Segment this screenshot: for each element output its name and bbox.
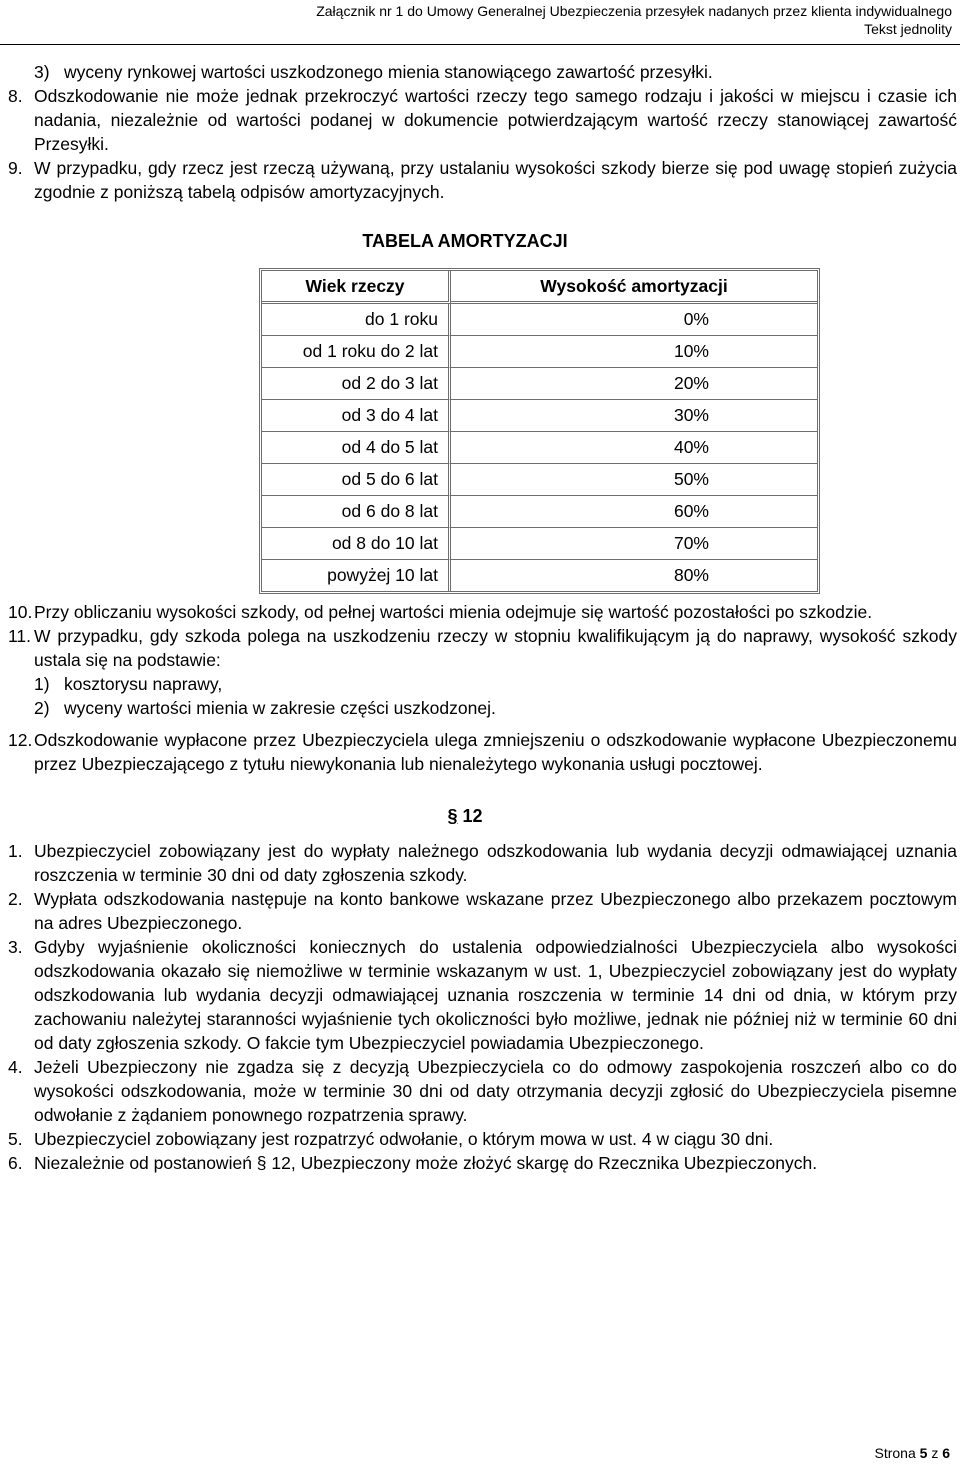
- section-item: [8, 1151, 957, 1175]
- paragraph-text: Odszkodowanie nie może jednak przekroczyć wartości rzeczy tego samego rodzaju i jakości w miejscu i czasie ich nadania, niezależnie od wartości podanej w dokumencie potwierdzającym wartość rzeczy stanowiącej zawartość Przesyłki.: [34, 86, 957, 154]
- cell-age: od 5 do 6 lat: [262, 464, 451, 496]
- section-item: [8, 1127, 957, 1151]
- header-divider: [0, 44, 960, 45]
- paragraph-9: [8, 156, 957, 204]
- document-body: [8, 60, 957, 1175]
- paragraph-text: Niezależnie od postanowień § 12, Ubezpieczony może złożyć skargę do Rzecznika Ubezpieczonych.: [34, 1153, 818, 1173]
- paragraph-8: [8, 84, 957, 156]
- header-subtitle: Tekst jednolity: [864, 21, 952, 37]
- cell-age: od 4 do 5 lat: [262, 432, 451, 464]
- subitem-number: 3): [34, 62, 50, 82]
- paragraph-text: Jeżeli Ubezpieczony nie zgadza się z decyzją Ubezpieczyciela co do odmowy zaspokojenia roszczeń albo co do wysokości odszkodowania, może w terminie 30 dni od daty otrzymania decyzji zgłosić do Ubezpieczyciela pisemne odwołanie z żądaniem ponownego rozpatrzenia sprawy.: [34, 1057, 957, 1125]
- table-row: [262, 432, 817, 464]
- cell-rate: 0%: [451, 304, 817, 336]
- column-header-rate: Wysokość amortyzacji: [451, 271, 817, 304]
- page-footer: [874, 1445, 950, 1461]
- paragraph-text: Przy obliczaniu wysokości szkody, od pełnej wartości mienia odejmuje się wartość pozostałości po szkodzie.: [34, 602, 873, 622]
- paragraph-text: Wypłata odszkodowania następuje na konto bankowe wskazane przez Ubezpieczonego albo przekazem pocztowym na adres Ubezpieczonego.: [34, 889, 957, 933]
- paragraph-12: [8, 728, 957, 776]
- cell-age: od 3 do 4 lat: [262, 400, 451, 432]
- paragraph-text: Ubezpieczyciel zobowiązany jest rozpatrzyć odwołanie, o którym mowa w ust. 4 w ciągu 30 dni.: [34, 1129, 774, 1149]
- subitem-text: kosztorysu naprawy,: [64, 674, 223, 694]
- paragraph-11: [8, 624, 957, 672]
- cell-rate: 50%: [451, 464, 817, 496]
- table-header-row: [262, 271, 817, 304]
- cell-rate: 80%: [673, 565, 709, 585]
- cell-rate: 30%: [451, 400, 817, 432]
- cell-age: powyżej 10 lat: [262, 560, 451, 591]
- header-title: Załącznik nr 1 do Umowy Generalnej Ubezpieczenia przesyłek nadanych przez klienta indywidualnego: [316, 3, 952, 19]
- paragraph-text: Ubezpieczyciel zobowiązany jest do wypłaty należnego odszkodowania lub wydania decyzji odmawiającej uznania roszczenia w terminie 30 dni od daty zgłoszenia szkody.: [34, 841, 957, 885]
- section-sign: §: [447, 806, 458, 826]
- cell-rate: 10%: [451, 336, 817, 368]
- paragraph-number: 10.: [8, 602, 33, 622]
- paragraph-text: Odszkodowanie wypłacone przez Ubezpieczyciela ulega zmniejszeniu o odszkodowanie wypłacone Ubezpieczonemu przez Ubezpieczającego z tytułu niewykonania lub nienależytego wykonania usługi pocztowej.: [34, 730, 957, 774]
- section-number: 12: [462, 806, 483, 826]
- table-row: [262, 560, 817, 591]
- list-item: [34, 696, 957, 720]
- paragraph-number: 1.: [8, 841, 23, 861]
- document-header: [316, 2, 952, 38]
- list-item: [34, 672, 957, 696]
- continued-subitem: [8, 60, 957, 84]
- paragraph-number: 11.: [8, 626, 32, 646]
- section-item: [8, 839, 957, 887]
- table-row: [262, 464, 817, 496]
- section-item: [8, 935, 957, 1055]
- section-item: [8, 1055, 957, 1127]
- cell-rate: 20%: [451, 368, 817, 400]
- paragraph-number: 5.: [8, 1129, 23, 1149]
- subitem-text: wyceny wartości mienia w zakresie części uszkodzonej.: [64, 698, 496, 718]
- paragraph-10: [8, 600, 957, 624]
- section-item: [8, 887, 957, 935]
- subitem-text: wyceny rynkowej wartości uszkodzonego mienia stanowiącego zawartość przesyłki.: [64, 62, 713, 82]
- cell-age: od 6 do 8 lat: [262, 496, 451, 528]
- paragraph-number: 2.: [8, 889, 23, 909]
- page-label: Strona: [874, 1445, 916, 1461]
- subitem-number: 1): [34, 674, 50, 694]
- paragraph-number: 6.: [8, 1153, 23, 1173]
- section-heading: [8, 806, 957, 827]
- cell-rate: 70%: [451, 528, 817, 560]
- page-number: 5: [919, 1445, 928, 1461]
- paragraph-11-sublist: [8, 672, 957, 720]
- amortization-table: [259, 268, 820, 594]
- paragraph-number: 9.: [8, 158, 23, 178]
- column-header-age: Wiek rzeczy: [262, 271, 451, 304]
- paragraph-number: 3.: [8, 937, 23, 957]
- paragraph-number: 4.: [8, 1057, 23, 1077]
- page-total: 6: [942, 1445, 950, 1461]
- cell-rate: 40%: [451, 432, 817, 464]
- paragraph-text: W przypadku, gdy rzecz jest rzeczą używaną, przy ustalaniu wysokości szkody bierze się pod uwagę stopień zużycia zgodnie z poniższą tabelą odpisów amortyzacyjnych.: [34, 158, 957, 202]
- table-row: [262, 400, 817, 432]
- table-row: [262, 368, 817, 400]
- paragraph-number: 12.: [8, 730, 33, 750]
- paragraph-text: Gdyby wyjaśnienie okoliczności koniecznych do ustalenia odpowiedzialności Ubezpieczyciela albo wysokości odszkodowania okazało się niemożliwe w terminie wskazanym w ust. 1, Ubezpieczyciel zobowiązany jest do wypłaty odszkodowania lub wydania decyzji odmawiającej uznania roszczenia w terminie 14 dni od dnia, w którym przy zachowaniu należytej staranności wyjaśnienie tych okoliczności było możliwe, jednak nie później niż w terminie 60 dni od daty zgłoszenia szkody. O fakcie tym Ubezpieczyciel powiadamia Ubezpieczonego.: [34, 937, 957, 1053]
- cell-age: od 8 do 10 lat: [262, 528, 451, 560]
- table-row: [262, 528, 817, 560]
- paragraph-number: 8.: [8, 86, 23, 106]
- paragraph-text: W przypadku, gdy szkoda polega na uszkodzeniu rzeczy w stopniu kwalifikującym ją do naprawy, wysokość szkody ustala się na podstawie:: [34, 626, 957, 670]
- subitem-number: 2): [34, 698, 50, 718]
- table-row: [262, 496, 817, 528]
- cell-age: od 1 roku do 2 lat: [262, 336, 451, 368]
- cell-age: od 2 do 3 lat: [262, 368, 451, 400]
- table-row: [262, 304, 817, 336]
- page-of: z: [931, 1445, 939, 1461]
- table-title: TABELA AMORTYZACJI: [362, 231, 568, 251]
- cell-age: do 1 roku: [262, 304, 451, 336]
- cell-rate: 60%: [451, 496, 817, 528]
- table-row: [262, 336, 817, 368]
